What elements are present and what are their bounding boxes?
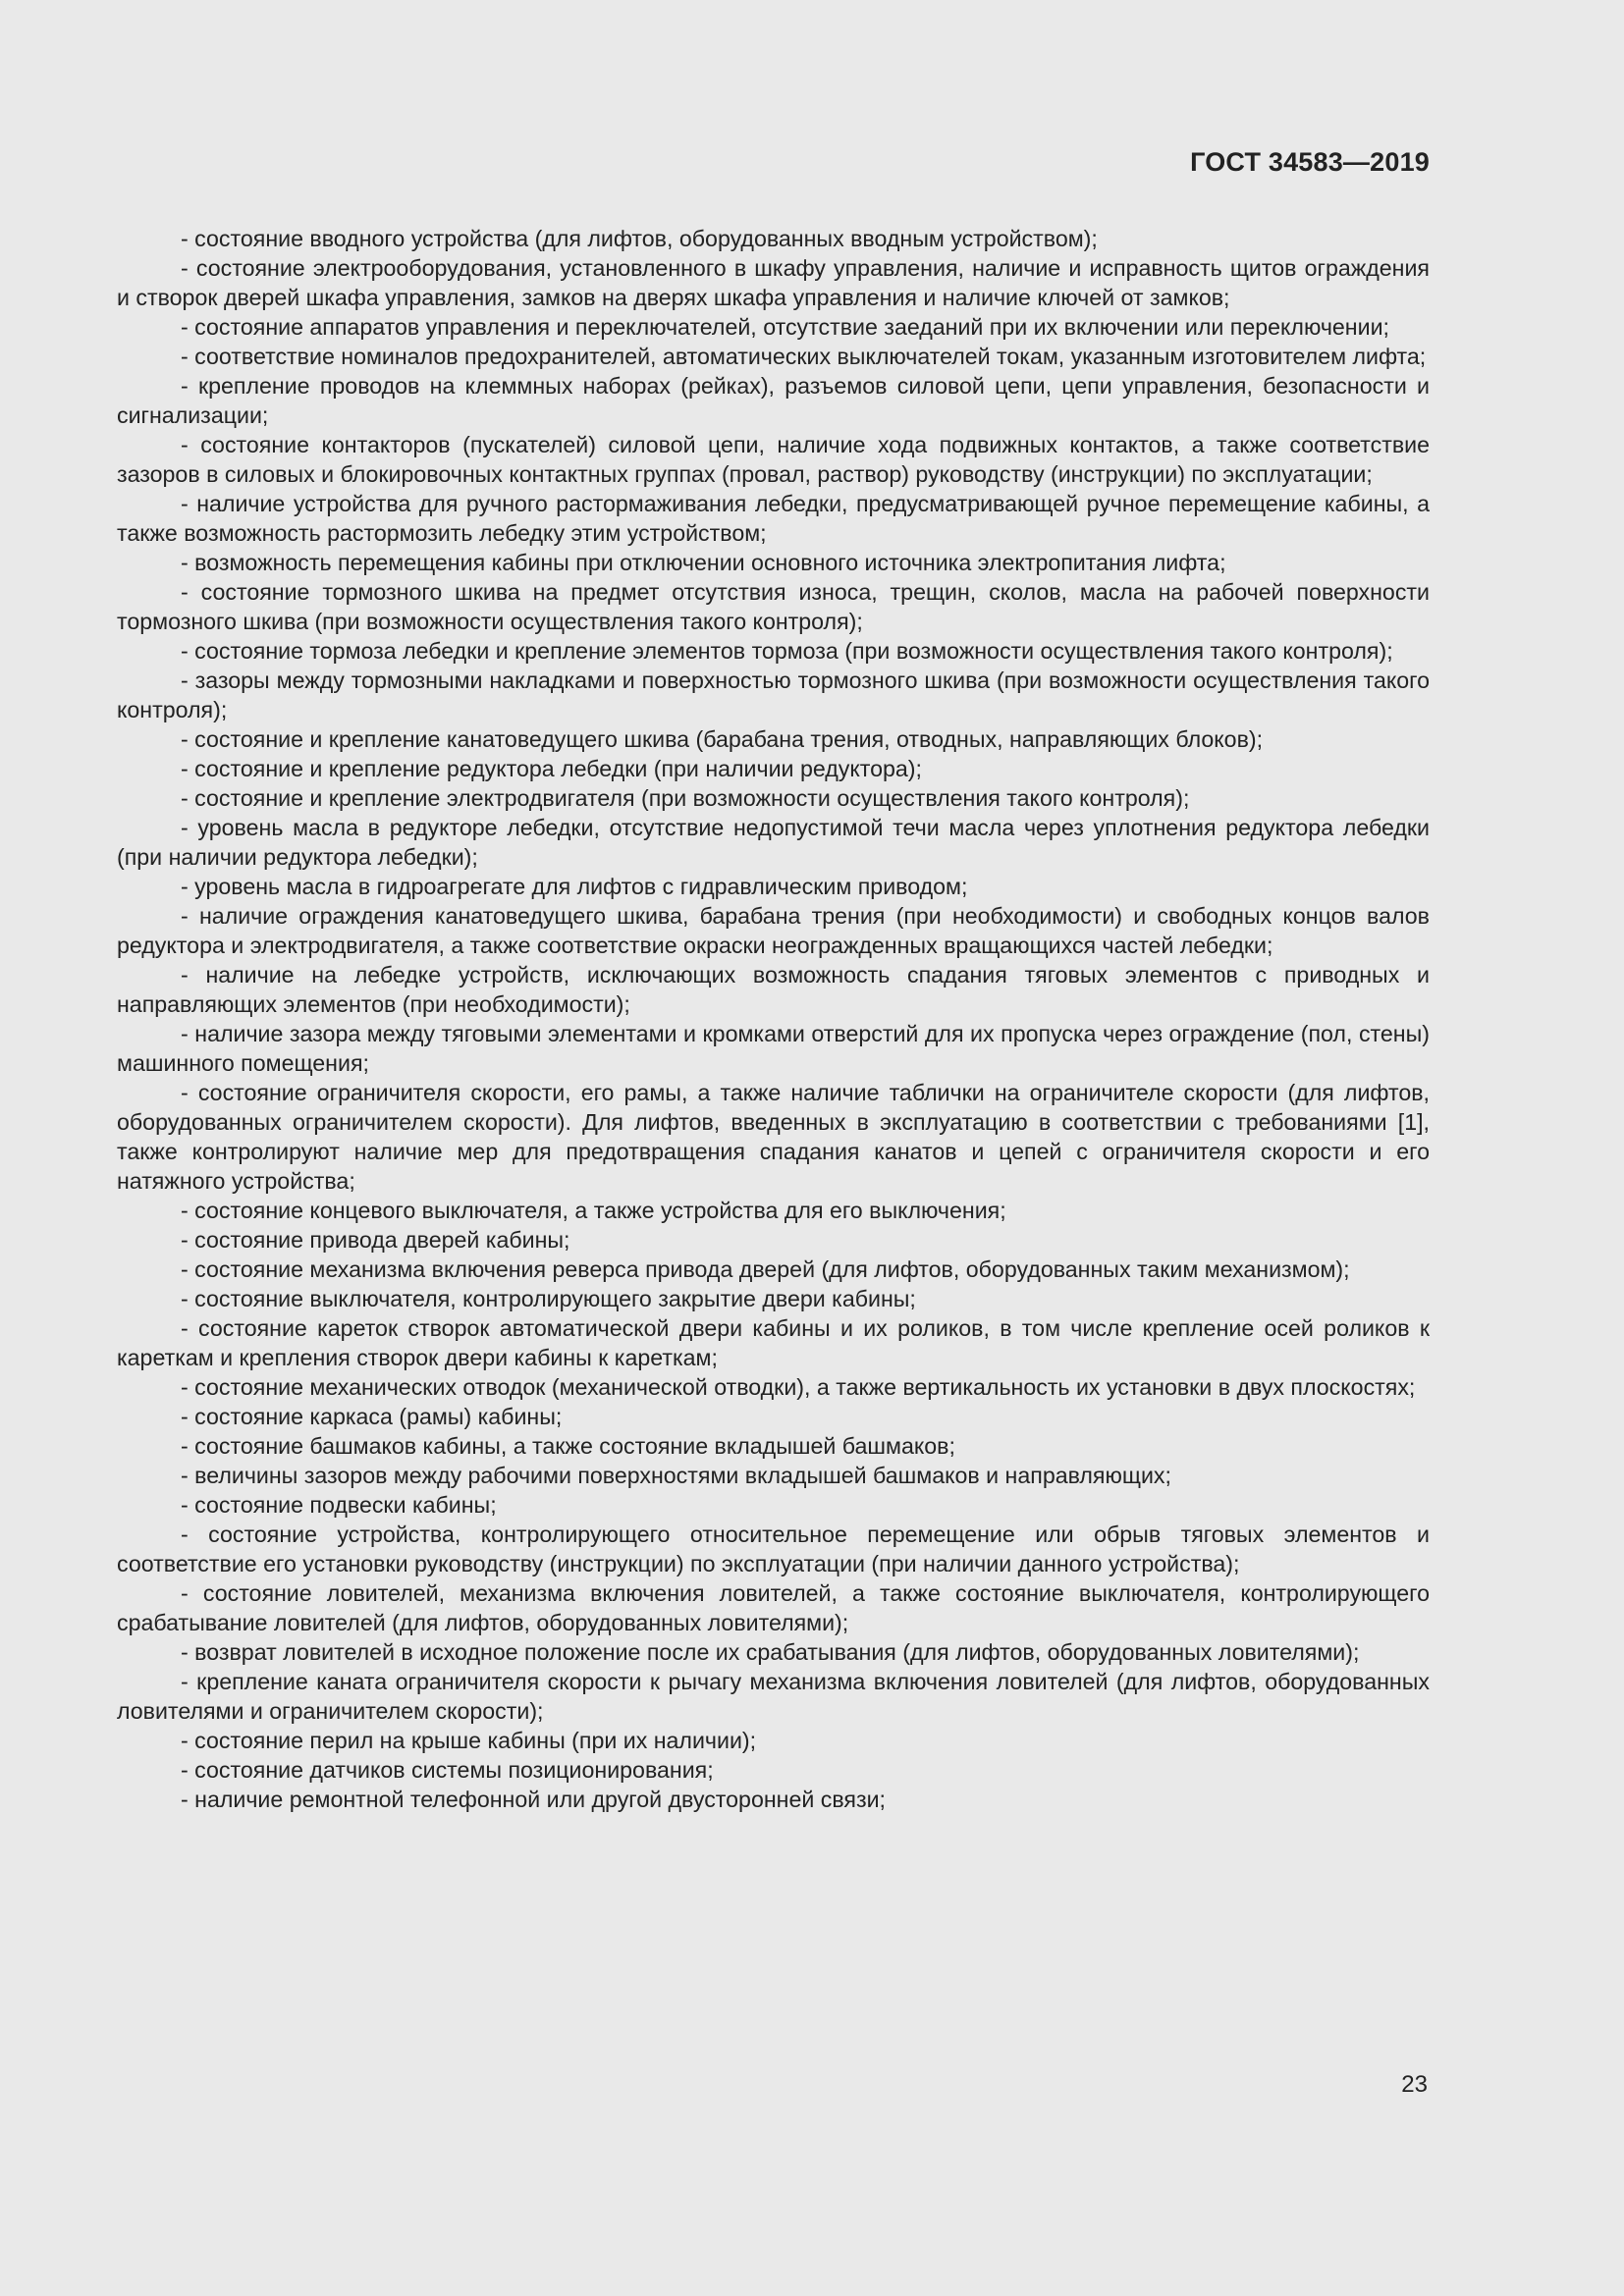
list-item: - возврат ловителей в исходное положение после их срабатывания (для лифтов, оборудованных ловителями); <box>181 1639 1360 1665</box>
document-header: ГОСТ 34583—2019 <box>1190 147 1430 177</box>
list-item: - состояние кареток створок автоматической двери кабины и их роликов, в том числе крепление осей роликов к кареткам и крепления створок двери кабины к кареткам; <box>117 1315 1430 1370</box>
list-item: - состояние и крепление канатоведущего шкива (барабана трения, отводных, направляющих блоков); <box>181 726 1264 752</box>
list-item: - состояние аппаратов управления и переключателей, отсутствие заеданий при их включении или переключении; <box>181 314 1389 340</box>
list-item: - крепление каната ограничителя скорости к рычагу механизма включения ловителей (для лифтов, оборудованных ловителями и ограничителем скорости); <box>117 1669 1430 1724</box>
list-item: - состояние электрооборудования, установленного в шкафу управления, наличие и исправность щитов ограждения и створок дверей шкафа управления, замков на дверях шкафа управления и наличие ключей от замков; <box>117 255 1430 310</box>
list-item: - состояние привода дверей кабины; <box>181 1227 570 1253</box>
list-item: - состояние выключателя, контролирующего закрытие двери кабины; <box>181 1286 916 1311</box>
list-item: - состояние устройства, контролирующего относительное перемещение или обрыв тяговых элементов и соответствие его установки руководству (инструкции) по эксплуатации (при наличии данного устройства); <box>117 1522 1430 1576</box>
list-item: - возможность перемещения кабины при отключении основного источника электропитания лифта; <box>181 550 1226 575</box>
list-item: - состояние ловителей, механизма включения ловителей, а также состояние выключателя, контролирующего срабатывание ловителей (для лифтов, оборудованных ловителями); <box>117 1580 1430 1635</box>
list-item: - зазоры между тормозными накладками и поверхностью тормозного шкива (при возможности осуществления такого контроля); <box>117 667 1430 722</box>
list-item: - наличие устройства для ручного растормаживания лебедки, предусматривающей ручное перемещение кабины, а также возможность растормозить лебедку этим устройством; <box>117 491 1430 546</box>
list-item: - состояние датчиков системы позиционирования; <box>181 1757 714 1783</box>
list-item: - крепление проводов на клеммных наборах (рейках), разъемов силовой цепи, цепи управления, безопасности и сигнализации; <box>117 373 1430 428</box>
list-item: - состояние и крепление электродвигателя (при возможности осуществления такого контроля); <box>181 785 1190 811</box>
list-item: - состояние ограничителя скорости, его рамы, а также наличие таблички на ограничителе скорости (для лифтов, оборудованных ограничителем скорости). Для лифтов, введенных в эксплуатацию в соответствии с требованиями [1], также контролируют наличие мер для предотвращения спадания канатов и цепей с ограничителя скорости и его натяжного устройства; <box>117 1080 1430 1194</box>
list-item: - состояние башмаков кабины, а также состояние вкладышей башмаков; <box>181 1433 955 1459</box>
page-number: 23 <box>1401 2071 1428 2098</box>
list-item: - уровень масла в редукторе лебедки, отсутствие недопустимой течи масла через уплотнения редуктора лебедки (при наличии редуктора лебедки); <box>117 815 1430 870</box>
list-item: - соответствие номиналов предохранителей, автоматических выключателей токам, указанным изготовителем лифта; <box>181 344 1427 369</box>
list-item: - состояние концевого выключателя, а также устройства для его выключения; <box>181 1198 1006 1223</box>
checklist-body <box>117 224 1430 1814</box>
list-item: - наличие ремонтной телефонной или другой двусторонней связи; <box>181 1787 886 1812</box>
list-item: - наличие зазора между тяговыми элементами и кромками отверстий для их пропуска через ограждение (пол, стены) машинного помещения; <box>117 1021 1430 1076</box>
list-item: - состояние подвески кабины; <box>181 1492 497 1518</box>
list-item: - состояние и крепление редуктора лебедки (при наличии редуктора); <box>181 756 922 781</box>
list-item: - состояние механизма включения реверса привода дверей (для лифтов, оборудованных таким механизмом); <box>181 1256 1350 1282</box>
list-item: - состояние контакторов (пускателей) силовой цепи, наличие хода подвижных контактов, а также соответствие зазоров в силовых и блокировочных контактных группах (провал, раствор) руководству (инструкции) по эксплуатации; <box>117 432 1430 487</box>
list-item: - состояние тормозного шкива на предмет отсутствия износа, трещин, сколов, масла на рабочей поверхности тормозного шкива (при возможности осуществления такого контроля); <box>117 579 1430 634</box>
list-item: - состояние вводного устройства (для лифтов, оборудованных вводным устройством); <box>181 226 1098 251</box>
list-item: - уровень масла в гидроагрегате для лифтов с гидравлическим приводом; <box>181 874 968 899</box>
list-item: - величины зазоров между рабочими поверхностями вкладышей башмаков и направляющих; <box>181 1463 1171 1488</box>
list-item: - состояние перил на крыше кабины (при их наличии); <box>181 1728 757 1753</box>
list-item: - наличие ограждения канатоведущего шкива, барабана трения (при необходимости) и свободных концов валов редуктора и электродвигателя, а также соответствие окраски неогражденных вращающихся частей лебедки; <box>117 903 1430 958</box>
list-item: - наличие на лебедке устройств, исключающих возможность спадания тяговых элементов с приводных и направляющих элементов (при необходимости); <box>117 962 1430 1017</box>
list-item: - состояние механических отводок (механической отводки), а также вертикальность их установки в двух плоскостях; <box>181 1374 1416 1400</box>
list-item: - состояние тормоза лебедки и крепление элементов тормоза (при возможности осуществления такого контроля); <box>181 638 1393 664</box>
list-item: - состояние каркаса (рамы) кабины; <box>181 1404 563 1429</box>
